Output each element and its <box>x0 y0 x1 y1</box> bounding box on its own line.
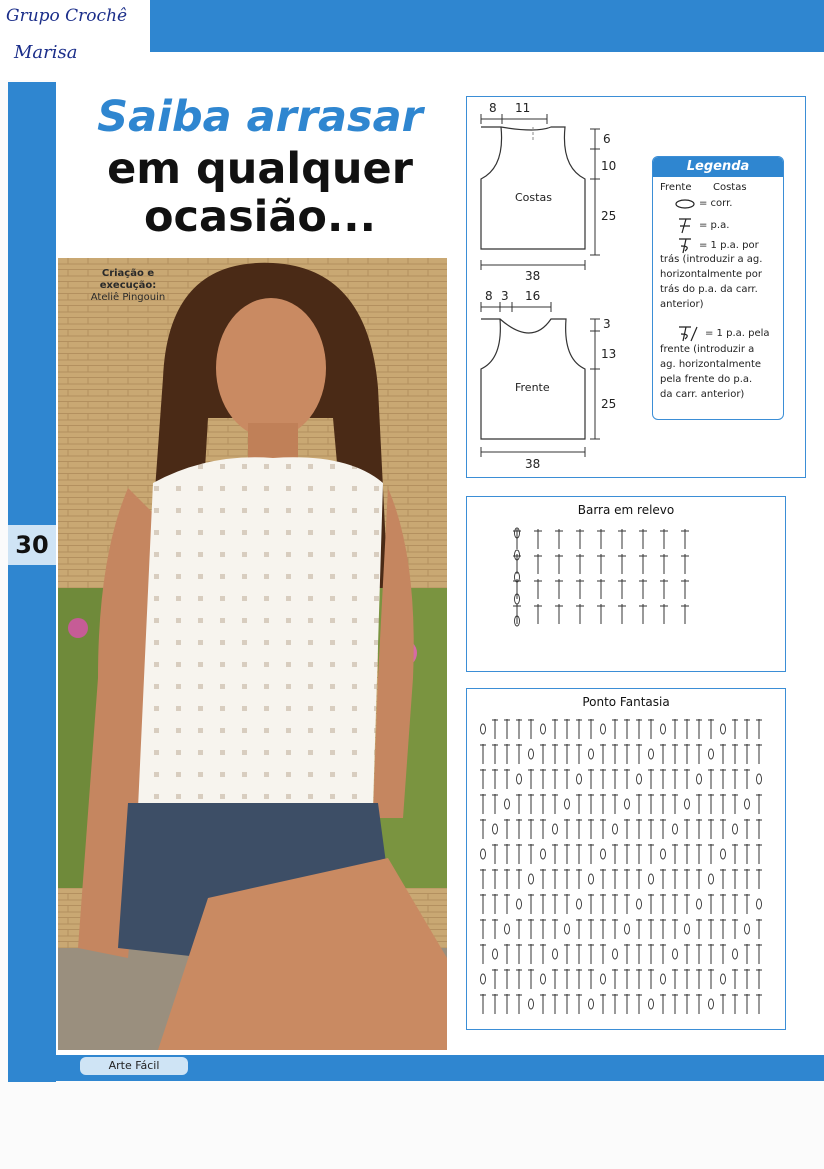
front-dim-side-1: 3 <box>603 317 611 331</box>
chain-loop <box>637 899 642 909</box>
chain-loop <box>745 924 750 934</box>
chain-loop <box>673 949 678 959</box>
legend-item-8: = 1 p.a. pela <box>705 328 770 339</box>
chain-loop <box>697 774 702 784</box>
back-dim-top-1: 8 <box>489 101 497 115</box>
relief-border-diagram <box>466 496 786 672</box>
chain-loop <box>709 874 714 884</box>
back-dim-top-2: 11 <box>515 101 531 115</box>
chain-loop <box>541 849 546 859</box>
model-photo <box>58 258 447 1050</box>
title-line-3: ocasião... <box>144 192 376 242</box>
footer-tab: Arte Fácil <box>80 1057 188 1075</box>
chain-loop <box>673 824 678 834</box>
chain-loop <box>589 749 594 759</box>
label-line-2: Marisa <box>14 42 78 63</box>
legend-title: Legenda <box>653 157 783 177</box>
chain-loop <box>721 849 726 859</box>
back-width: 38 <box>525 269 541 283</box>
legend-item-9: frente (introduzir a <box>660 344 755 355</box>
fancy-stitch-title: Ponto Fantasia <box>582 695 670 709</box>
fancy-stitch-diagram <box>466 688 786 1030</box>
chain-loop <box>553 824 558 834</box>
chain-loop <box>589 999 594 1009</box>
chain-loop <box>733 824 738 834</box>
legend-item-7: anterior) <box>660 299 704 310</box>
back-dim-side-1: 6 <box>603 132 611 146</box>
chain-loop <box>601 849 606 859</box>
credits-heading-2: execução: <box>99 280 157 291</box>
chain-loop <box>649 999 654 1009</box>
chain-loop <box>529 874 534 884</box>
legend-item-10: ag. horizontalmente <box>660 359 762 370</box>
chain-loop <box>757 899 762 909</box>
chain-loop <box>733 949 738 959</box>
chain-loop <box>745 799 750 809</box>
handwritten-label <box>0 0 150 80</box>
chain-loop <box>577 774 582 784</box>
chain-loop <box>613 824 618 834</box>
back-dim-side-3: 25 <box>601 209 617 223</box>
chain-loop <box>493 824 498 834</box>
front-dim-top-1: 8 <box>485 289 493 303</box>
credits-heading-1: Criação e <box>101 268 155 279</box>
chain-loop <box>601 974 606 984</box>
chain-loop <box>493 949 498 959</box>
chain-loop <box>613 949 618 959</box>
credits <box>78 268 178 304</box>
chain-loop <box>625 799 630 809</box>
front-piece-label: Frente <box>515 381 550 394</box>
legend-column-front: Frente <box>660 182 692 193</box>
chain-loop <box>481 724 486 734</box>
chain-loop <box>589 874 594 884</box>
chain-stitch-icon <box>676 200 694 208</box>
chain-loop <box>697 899 702 909</box>
left-blue-band <box>8 82 56 1082</box>
legend-item-12: da carr. anterior) <box>660 389 745 400</box>
front-dim-top-3: 16 <box>525 289 541 303</box>
legend-item-1: = corr. <box>699 198 733 209</box>
chain-loop <box>661 724 666 734</box>
chain-loop <box>649 749 654 759</box>
chain-loop <box>601 724 606 734</box>
chain-loop <box>541 724 546 734</box>
chain-loop <box>565 924 570 934</box>
front-dim-side-2: 13 <box>601 347 617 361</box>
label-line-1: Grupo Crochê <box>6 6 128 26</box>
chain-loop <box>661 974 666 984</box>
credits-author: Ateliê Pingouin <box>90 292 166 303</box>
legend-item-3: = 1 p.a. por <box>699 240 759 251</box>
chain-loop <box>517 774 522 784</box>
fancy-stitch-chart <box>467 689 785 1029</box>
legend-item-5: horizontalmente por <box>660 269 762 280</box>
legend-box <box>652 156 784 420</box>
relief-border-chart <box>467 497 785 671</box>
chain-loop <box>685 799 690 809</box>
relief-border-title: Barra em relevo <box>577 503 675 517</box>
back-post-icon <box>679 239 691 253</box>
front-dim-side-3: 25 <box>601 397 617 411</box>
front-dim-top-2: 3 <box>501 289 509 303</box>
chain-loop <box>517 899 522 909</box>
legend-column-back: Costas <box>713 182 747 193</box>
chain-loop <box>661 849 666 859</box>
chain-loop <box>505 799 510 809</box>
chain-loop <box>721 724 726 734</box>
chain-loop <box>505 924 510 934</box>
chain-loop <box>529 749 534 759</box>
chain-loop <box>685 924 690 934</box>
title-block <box>80 145 440 241</box>
chain-loop <box>757 774 762 784</box>
chain-loop <box>709 999 714 1009</box>
chain-loop <box>721 974 726 984</box>
top-blue-band <box>150 0 824 52</box>
chain-loop <box>481 849 486 859</box>
chain-loop <box>637 774 642 784</box>
legend-item-11: pela frente do p.a. <box>660 374 753 385</box>
legend-item-6: trás do p.a. da carr. <box>660 284 758 295</box>
front-post-icon <box>679 327 697 341</box>
photo-illustration <box>58 258 447 1050</box>
title-line-1: Saiba arrasar <box>97 92 423 142</box>
back-dim-side-2: 10 <box>601 159 617 173</box>
front-width: 38 <box>525 457 541 471</box>
chain-loop <box>529 999 534 1009</box>
chain-loop <box>625 924 630 934</box>
chain-loop <box>565 799 570 809</box>
page-number: 30 <box>8 525 56 565</box>
double-crochet-icon <box>679 219 691 233</box>
back-piece-label: Costas <box>515 191 552 204</box>
chain-loop <box>481 974 486 984</box>
legend-item-4: trás (introduzir a ag. <box>660 254 763 265</box>
chain-loop <box>649 874 654 884</box>
chain-loop <box>553 949 558 959</box>
chain-loop <box>577 899 582 909</box>
legend-item-2: = p.a. <box>699 220 730 231</box>
title-line-2: em qualquer <box>107 144 413 194</box>
chain-loop <box>709 749 714 759</box>
chain-loop <box>541 974 546 984</box>
